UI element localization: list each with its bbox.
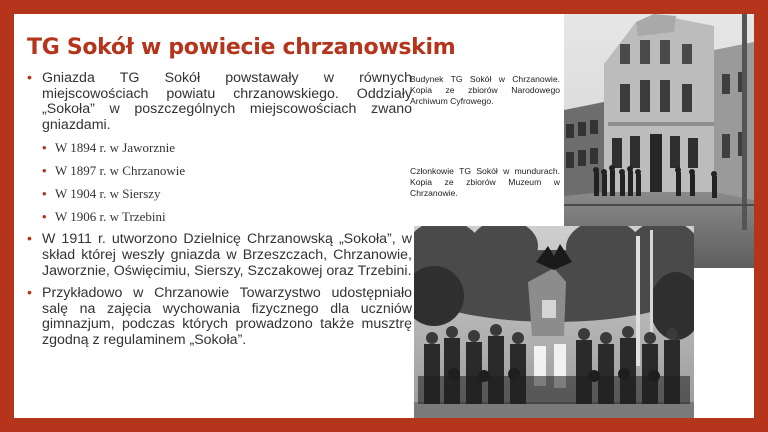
bullet-dot-icon: • xyxy=(42,186,47,202)
sub-bullet: • W 1894 r. w Jaworznie xyxy=(42,140,175,156)
bullet-dot-icon: • xyxy=(27,231,32,248)
bullet-dot-icon: • xyxy=(27,285,32,302)
sub-bullet: • W 1906 r. w Trzebini xyxy=(42,209,166,225)
bullet-list xyxy=(26,71,412,356)
sub-bullet: • W 1904 r. w Sierszy xyxy=(42,186,161,202)
slide-title: TG Sokół w powiecie chrzanowskim xyxy=(27,35,456,60)
bullet-example: • Przykładowo w Chrzanowie Towarzystwo udostępniało salę na zajęcia wychowania fizycznego dla uczniów gimnazjum, podczas których prowadzono także musztrę zgodną z regulaminem „Sokoła”. xyxy=(27,285,412,348)
bullet-dot-icon: • xyxy=(42,209,47,225)
bullet-dot-icon: • xyxy=(42,163,47,179)
caption-members: Członkowie TG Sokół w mundurach. Kopia ze zbiorów Muzeum w Chrzanowie. xyxy=(410,166,560,198)
members-photo xyxy=(414,226,694,418)
sub-bullet: • W 1897 r. w Chrzanowie xyxy=(42,163,186,179)
bullet-dot-icon: • xyxy=(27,70,32,86)
bullet-dot-icon: • xyxy=(42,140,47,156)
bullet-dzielnica: • W 1911 r. utworzono Dzielnicę Chrzanowską „Sokoła”, w skład której weszły gniazda w Brzeszczach, Chrzanowie, Jaworznie, Oświęcimiu, Sierszy, Szczakowej oraz Trzebini. xyxy=(27,231,412,279)
caption-building: Budynek TG Sokół w Chrzanowie. Kopia ze zbiorów Narodowego Archiwum Cyfrowego. xyxy=(410,74,560,106)
bullet-intro: • Gniazda TG Sokół powstawały w równych miejscowościach powiatu chrzanowskiego. Oddziały „Sokoła” w poszczególnych miejscowościach zwano gniazdami. xyxy=(27,70,412,133)
slide xyxy=(14,14,754,418)
